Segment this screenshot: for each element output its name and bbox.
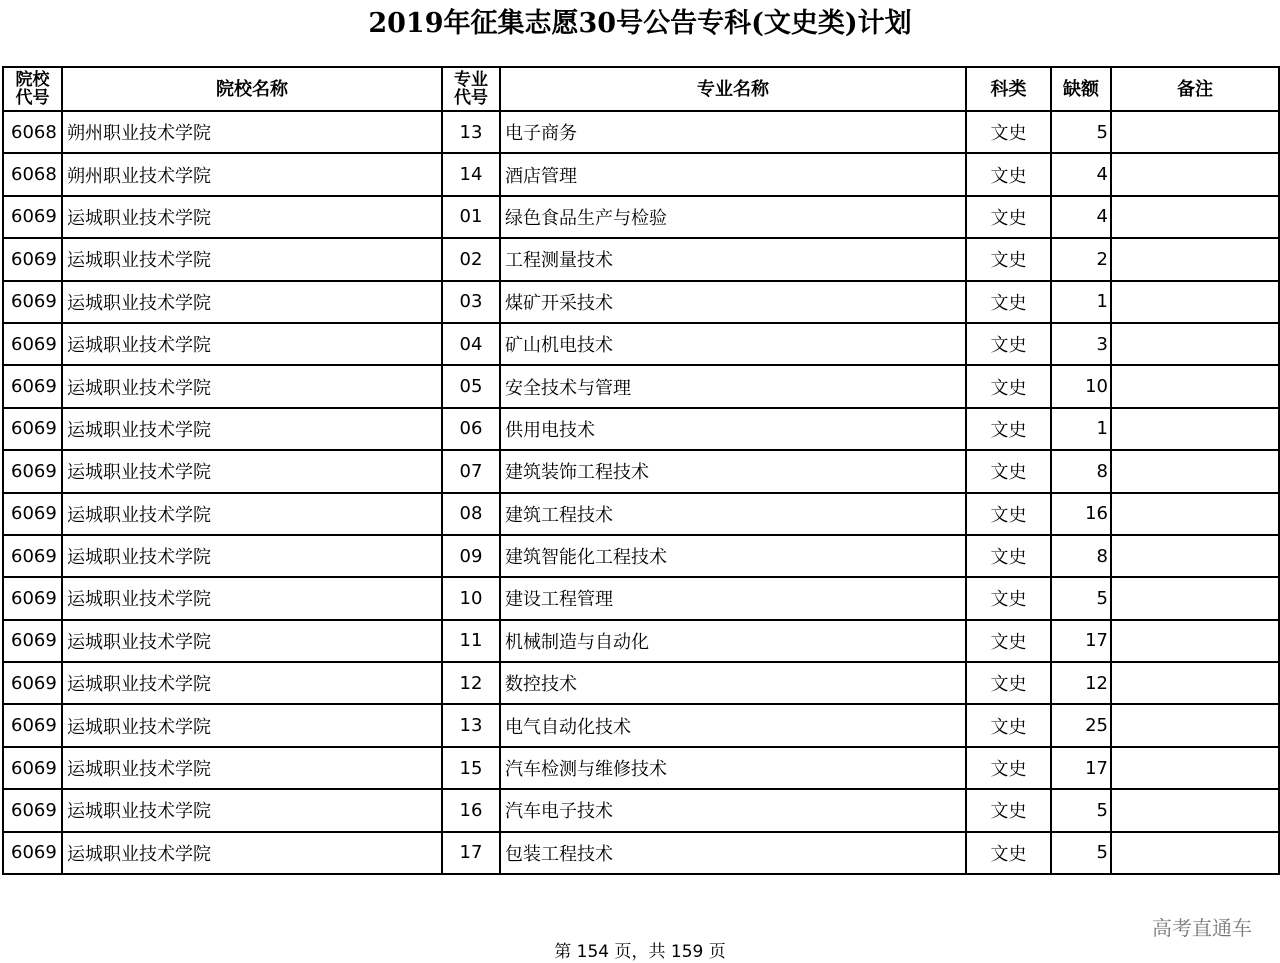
table-row (3, 238, 1279, 280)
cell-school-code: 6069 (3, 196, 62, 238)
cell-school-code: 6069 (3, 408, 62, 450)
header-vacancy: 缺额 (1051, 67, 1111, 111)
cell-major-name: 建筑工程技术 (500, 493, 966, 535)
table-row (3, 535, 1279, 577)
cell-major-code: 05 (442, 365, 500, 407)
cell-vacancy: 4 (1051, 153, 1111, 195)
cell-school-code: 6069 (3, 493, 62, 535)
table-row (3, 281, 1279, 323)
cell-remarks (1111, 153, 1279, 195)
cell-vacancy: 5 (1051, 789, 1111, 831)
cell-major-code: 12 (442, 662, 500, 704)
cell-remarks (1111, 408, 1279, 450)
table-row (3, 747, 1279, 789)
page-title: 2019年征集志愿30号公告专科(文史类)计划 (368, 8, 912, 39)
cell-school-name: 运城职业技术学院 (62, 408, 442, 450)
cell-vacancy: 4 (1051, 196, 1111, 238)
cell-major-code: 09 (442, 535, 500, 577)
cell-school-code: 6069 (3, 662, 62, 704)
watermark: 高考直通车 (1152, 916, 1252, 940)
cell-remarks (1111, 111, 1279, 153)
cell-school-name: 运城职业技术学院 (62, 493, 442, 535)
cell-major-code: 02 (442, 238, 500, 280)
header-major-name: 专业名称 (500, 67, 966, 111)
cell-vacancy: 8 (1051, 535, 1111, 577)
cell-major-name: 包装工程技术 (500, 832, 966, 874)
cell-school-name: 运城职业技术学院 (62, 704, 442, 746)
cell-remarks (1111, 662, 1279, 704)
cell-vacancy: 1 (1051, 281, 1111, 323)
cell-category: 文史 (966, 196, 1051, 238)
cell-vacancy: 3 (1051, 323, 1111, 365)
table-row (3, 832, 1279, 874)
cell-major-code: 07 (442, 450, 500, 492)
cell-major-code: 16 (442, 789, 500, 831)
cell-major-code: 06 (442, 408, 500, 450)
header-remarks: 备注 (1111, 67, 1279, 111)
cell-remarks (1111, 704, 1279, 746)
table-row (3, 704, 1279, 746)
cell-remarks (1111, 323, 1279, 365)
cell-category: 文史 (966, 704, 1051, 746)
cell-school-code: 6069 (3, 450, 62, 492)
cell-vacancy: 17 (1051, 747, 1111, 789)
cell-major-code: 15 (442, 747, 500, 789)
cell-vacancy: 10 (1051, 365, 1111, 407)
cell-major-name: 建设工程管理 (500, 577, 966, 619)
cell-school-name: 运城职业技术学院 (62, 620, 442, 662)
cell-school-name: 朔州职业技术学院 (62, 153, 442, 195)
cell-vacancy: 5 (1051, 832, 1111, 874)
cell-vacancy: 5 (1051, 577, 1111, 619)
cell-major-code: 11 (442, 620, 500, 662)
page-footer: 第 154 页，共 159 页 (554, 942, 726, 962)
cell-vacancy: 16 (1051, 493, 1111, 535)
cell-remarks (1111, 493, 1279, 535)
cell-remarks (1111, 196, 1279, 238)
cell-school-code: 6068 (3, 153, 62, 195)
cell-school-name: 运城职业技术学院 (62, 789, 442, 831)
table-row (3, 153, 1279, 195)
cell-category: 文史 (966, 238, 1051, 280)
cell-major-code: 04 (442, 323, 500, 365)
cell-major-name: 绿色食品生产与检验 (500, 196, 966, 238)
cell-vacancy: 25 (1051, 704, 1111, 746)
cell-major-name: 矿山机电技术 (500, 323, 966, 365)
header-school-name: 院校名称 (62, 67, 442, 111)
cell-major-code: 01 (442, 196, 500, 238)
cell-school-code: 6069 (3, 832, 62, 874)
cell-school-name: 运城职业技术学院 (62, 238, 442, 280)
cell-category: 文史 (966, 747, 1051, 789)
cell-remarks (1111, 832, 1279, 874)
cell-remarks (1111, 620, 1279, 662)
cell-school-name: 运城职业技术学院 (62, 577, 442, 619)
cell-vacancy: 17 (1051, 620, 1111, 662)
table-row (3, 408, 1279, 450)
cell-category: 文史 (966, 662, 1051, 704)
cell-major-name: 供用电技术 (500, 408, 966, 450)
table-row (3, 450, 1279, 492)
cell-school-code: 6069 (3, 535, 62, 577)
cell-vacancy: 5 (1051, 111, 1111, 153)
cell-major-name: 机械制造与自动化 (500, 620, 966, 662)
cell-major-code: 10 (442, 577, 500, 619)
cell-vacancy: 1 (1051, 408, 1111, 450)
cell-school-code: 6069 (3, 789, 62, 831)
cell-remarks (1111, 238, 1279, 280)
cell-category: 文史 (966, 450, 1051, 492)
cell-major-name: 电气自动化技术 (500, 704, 966, 746)
cell-remarks (1111, 577, 1279, 619)
cell-major-name: 煤矿开采技术 (500, 281, 966, 323)
cell-remarks (1111, 450, 1279, 492)
cell-category: 文史 (966, 365, 1051, 407)
cell-major-name: 建筑装饰工程技术 (500, 450, 966, 492)
table-row (3, 620, 1279, 662)
cell-school-code: 6069 (3, 577, 62, 619)
cell-school-code: 6068 (3, 111, 62, 153)
cell-school-name: 运城职业技术学院 (62, 365, 442, 407)
table-row (3, 323, 1279, 365)
cell-school-name: 朔州职业技术学院 (62, 111, 442, 153)
cell-remarks (1111, 365, 1279, 407)
cell-category: 文史 (966, 323, 1051, 365)
cell-major-code: 14 (442, 153, 500, 195)
cell-school-name: 运城职业技术学院 (62, 323, 442, 365)
cell-major-code: 13 (442, 111, 500, 153)
cell-school-name: 运城职业技术学院 (62, 450, 442, 492)
header-school-code: 院校 代号 (3, 67, 62, 111)
cell-school-code: 6069 (3, 620, 62, 662)
table-row (3, 789, 1279, 831)
cell-school-name: 运城职业技术学院 (62, 281, 442, 323)
cell-major-code: 17 (442, 832, 500, 874)
cell-major-code: 03 (442, 281, 500, 323)
header-major-code: 专业 代号 (442, 67, 500, 111)
cell-category: 文史 (966, 281, 1051, 323)
cell-category: 文史 (966, 577, 1051, 619)
cell-category: 文史 (966, 153, 1051, 195)
plan-table (2, 66, 1280, 875)
cell-major-name: 数控技术 (500, 662, 966, 704)
cell-category: 文史 (966, 620, 1051, 662)
cell-remarks (1111, 789, 1279, 831)
table-row (3, 196, 1279, 238)
cell-school-name: 运城职业技术学院 (62, 747, 442, 789)
cell-major-name: 电子商务 (500, 111, 966, 153)
cell-major-name: 工程测量技术 (500, 238, 966, 280)
cell-remarks (1111, 281, 1279, 323)
table-row (3, 111, 1279, 153)
table-row (3, 493, 1279, 535)
cell-school-name: 运城职业技术学院 (62, 535, 442, 577)
cell-major-name: 建筑智能化工程技术 (500, 535, 966, 577)
cell-major-code: 13 (442, 704, 500, 746)
header-category: 科类 (966, 67, 1051, 111)
cell-major-name: 汽车电子技术 (500, 789, 966, 831)
cell-category: 文史 (966, 535, 1051, 577)
table-row (3, 662, 1279, 704)
cell-remarks (1111, 747, 1279, 789)
cell-school-code: 6069 (3, 747, 62, 789)
cell-category: 文史 (966, 789, 1051, 831)
cell-category: 文史 (966, 408, 1051, 450)
cell-major-name: 安全技术与管理 (500, 365, 966, 407)
table-row (3, 365, 1279, 407)
cell-vacancy: 2 (1051, 238, 1111, 280)
cell-major-name: 酒店管理 (500, 153, 966, 195)
table-body (3, 111, 1279, 874)
cell-major-code: 08 (442, 493, 500, 535)
cell-school-code: 6069 (3, 281, 62, 323)
cell-school-name: 运城职业技术学院 (62, 832, 442, 874)
cell-remarks (1111, 535, 1279, 577)
cell-school-code: 6069 (3, 365, 62, 407)
cell-category: 文史 (966, 111, 1051, 153)
cell-major-name: 汽车检测与维修技术 (500, 747, 966, 789)
cell-school-code: 6069 (3, 323, 62, 365)
cell-category: 文史 (966, 493, 1051, 535)
cell-vacancy: 12 (1051, 662, 1111, 704)
cell-category: 文史 (966, 832, 1051, 874)
cell-school-code: 6069 (3, 704, 62, 746)
table-row (3, 577, 1279, 619)
cell-school-name: 运城职业技术学院 (62, 196, 442, 238)
table-header-row (3, 67, 1279, 111)
cell-vacancy: 8 (1051, 450, 1111, 492)
cell-school-code: 6069 (3, 238, 62, 280)
cell-school-name: 运城职业技术学院 (62, 662, 442, 704)
